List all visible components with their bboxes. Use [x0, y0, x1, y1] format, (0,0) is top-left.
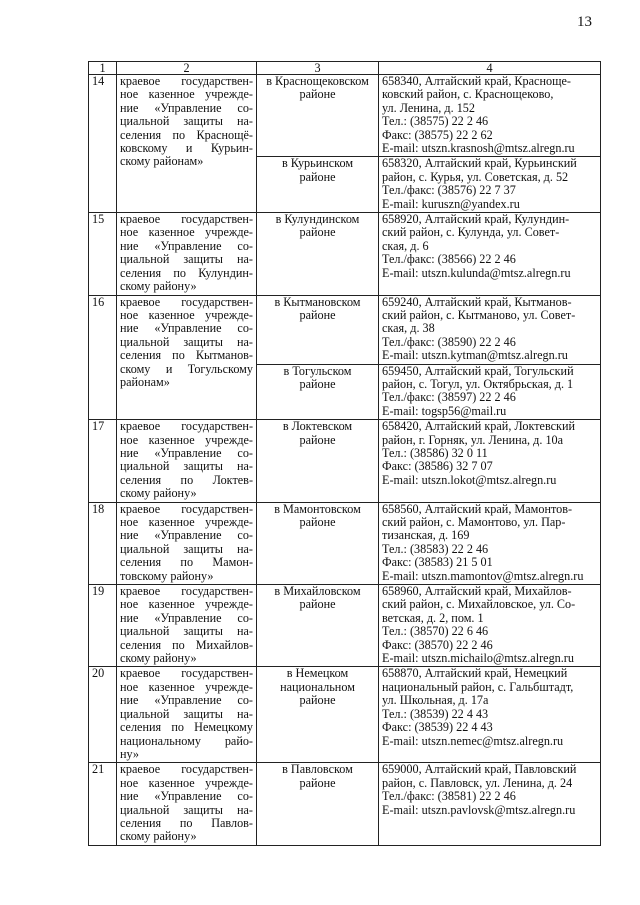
- organization-name-line: краевое государствен-: [120, 295, 253, 309]
- district-name-line: районе: [299, 377, 336, 391]
- organization-name-line: ние «Управление со-: [120, 694, 253, 708]
- organization-name-line: ние «Управление со-: [120, 322, 253, 336]
- contact-details: [379, 420, 601, 502]
- organization-name-line: ну»: [120, 747, 140, 761]
- contact-details-line: Тел.: (38575) 22 2 46: [382, 115, 489, 129]
- organization-name-line: селения по Немецкому: [120, 721, 253, 735]
- table-row: [89, 420, 601, 502]
- contact-details-line: E-mail: utszn.lokot@mtsz.alregn.ru: [382, 473, 557, 487]
- district-name: [257, 75, 379, 157]
- contact-details-line: Тел./факс: (38566) 22 2 46: [382, 253, 516, 267]
- organization-name-line: скому району»: [120, 652, 197, 666]
- organization-name-line: краевое государствен-: [120, 502, 253, 516]
- header-col-2: 2: [117, 62, 257, 75]
- contact-details-line: ковский район, с. Краснощеково,: [382, 88, 554, 102]
- contact-details-line: Тел.: (38570) 22 6 46: [382, 625, 489, 639]
- organization-name-line: краевое государствен-: [120, 585, 253, 599]
- contact-details-line: 659240, Алтайский край, Кытманов-: [382, 295, 572, 309]
- table-row: [89, 502, 601, 584]
- contact-details: [379, 585, 601, 667]
- table-body: [89, 75, 601, 846]
- organization-name-line: селения по Кулундин-: [120, 266, 253, 280]
- organization-name-line: ное казенное учрежде-: [120, 776, 253, 790]
- organization-name-line: ние «Управление со-: [120, 446, 253, 460]
- organization-name: [117, 502, 257, 584]
- contact-details-line: район, г. Горняк, ул. Ленина, д. 10а: [382, 433, 564, 447]
- contact-details-line: Факс: (38586) 32 7 07: [382, 460, 493, 474]
- contact-details-line: Тел.: (38586) 32 0 11: [382, 446, 488, 460]
- organization-name-line: ное казенное учрежде-: [120, 308, 253, 322]
- organization-name-line: циальной защиты на-: [120, 115, 253, 129]
- organization-name-line: скому району»: [120, 487, 197, 501]
- organization-name-line: ние «Управление со-: [120, 529, 253, 543]
- contact-details: [379, 295, 601, 364]
- contact-details-line: E-mail: kuruszn@yandex.ru: [382, 197, 520, 211]
- contact-details-line: E-mail: utszn.krasnosh@mtsz.alregn.ru: [382, 142, 575, 156]
- district-name-line: районе: [299, 694, 336, 708]
- organization-name-line: скому и Тогульскому: [120, 362, 253, 376]
- district-name-line: районе: [299, 226, 336, 240]
- organization-name-line: циальной защиты на-: [120, 335, 253, 349]
- contact-details-line: ский район, с. Мамонтово, ул. Пар-: [382, 516, 566, 529]
- district-name: [257, 585, 379, 667]
- organization-name-line: циальной защиты на-: [120, 460, 253, 474]
- contact-details-line: ветская, д. 2, пом. 1: [382, 611, 484, 625]
- district-name: [257, 420, 379, 502]
- organization-name-line: ное казенное учрежде-: [120, 226, 253, 240]
- district-name-line: в Павловском: [282, 763, 353, 777]
- row-number: 14: [89, 75, 117, 213]
- contact-details-line: Тел.: (38583) 22 2 46: [382, 542, 489, 556]
- contact-details: [379, 763, 601, 845]
- contact-details-line: Тел./факс: (38590) 22 2 46: [382, 335, 516, 349]
- organization-name-line: селения по Павлов-: [120, 816, 253, 830]
- district-name: [257, 295, 379, 364]
- table-row: [89, 667, 601, 763]
- district-name-line: районе: [299, 776, 336, 790]
- contact-details-line: Факс: (38583) 21 5 01: [382, 556, 493, 570]
- district-name-line: в Локтевском: [282, 420, 353, 434]
- contact-details: [379, 364, 601, 420]
- district-name: [257, 763, 379, 845]
- contact-details-line: E-mail: utszn.pavlovsk@mtsz.alregn.ru: [382, 803, 576, 817]
- district-name: [257, 157, 379, 213]
- organization-name: [117, 295, 257, 420]
- contact-details-line: Тел./факс: (38581) 22 2 46: [382, 790, 516, 804]
- organization-name-line: ние «Управление со-: [120, 101, 253, 115]
- organization-name-line: скому району»: [120, 830, 197, 844]
- district-name: [257, 502, 379, 584]
- contact-details-line: район, с. Тогул, ул. Октябрьская, д. 1: [382, 377, 574, 391]
- district-name-line: в Кытмановском: [274, 295, 361, 309]
- institutions-table: [88, 61, 601, 846]
- contact-details-line: Тел.: (38539) 22 4 43: [382, 707, 489, 721]
- contact-details-line: E-mail: utszn.nemec@mtsz.alregn.ru: [382, 734, 564, 748]
- district-name-line: в Тогульском: [283, 364, 352, 378]
- organization-name-line: краевое государствен-: [120, 667, 253, 681]
- district-name-line: национальном: [280, 680, 355, 694]
- district-name-line: районе: [299, 88, 336, 102]
- organization-name-line: скому району»: [120, 280, 197, 294]
- organization-name-line: ние «Управление со-: [120, 611, 253, 625]
- contact-details-line: 658870, Алтайский край, Немецкий: [382, 667, 568, 681]
- organization-name-line: селения по Краснощё-: [120, 128, 253, 142]
- organization-name-line: циальной защиты на-: [120, 803, 253, 817]
- table-row: [89, 213, 601, 295]
- organization-name: [117, 75, 257, 213]
- organization-name: [117, 763, 257, 845]
- organization-name-line: товскому району»: [120, 569, 214, 583]
- organization-name-line: национальному райо-: [120, 734, 253, 748]
- contact-details-line: 659450, Алтайский край, Тогульский: [382, 364, 574, 378]
- organization-name-line: селения по Кытманов-: [120, 349, 253, 363]
- contact-details: [379, 667, 601, 763]
- contact-details: [379, 502, 601, 584]
- header-col-3: 3: [257, 62, 379, 75]
- header-row: [89, 62, 601, 75]
- organization-name-line: циальной защиты на-: [120, 253, 253, 267]
- contact-details-line: 658920, Алтайский край, Кулундин-: [382, 213, 570, 227]
- organization-name-line: краевое государствен-: [120, 420, 253, 434]
- organization-name-line: районам»: [120, 375, 170, 389]
- district-name-line: районе: [299, 170, 336, 184]
- contact-details-line: ская, д. 6: [382, 239, 429, 253]
- row-number: 19: [89, 585, 117, 667]
- organization-name-line: циальной защиты на-: [120, 542, 253, 556]
- district-name-line: районе: [299, 516, 336, 529]
- district-name-line: в Мамонтовском: [274, 502, 361, 516]
- district-name: [257, 364, 379, 420]
- organization-name-line: краевое государствен-: [120, 75, 253, 88]
- contact-details-line: 658960, Алтайский край, Михайлов-: [382, 585, 572, 599]
- row-number: 21: [89, 763, 117, 845]
- contact-details-line: E-mail: utszn.mamontov@mtsz.alregn.ru: [382, 569, 584, 583]
- district-name-line: в Немецком: [286, 667, 349, 681]
- district-name-line: в Курьинском: [281, 157, 354, 171]
- district-name-line: в Краснощековском: [266, 75, 369, 88]
- row-number: 20: [89, 667, 117, 763]
- organization-name-line: ковскому и Курьин-: [120, 142, 253, 156]
- header-col-4: 4: [379, 62, 601, 75]
- table-row: [89, 75, 601, 157]
- organization-name: [117, 585, 257, 667]
- contact-details: [379, 75, 601, 157]
- contact-details-line: 658340, Алтайский край, Красноще-: [382, 75, 571, 88]
- table-row: [89, 585, 601, 667]
- organization-name-line: краевое государствен-: [120, 763, 253, 777]
- organization-name-line: ние «Управление со-: [120, 790, 253, 804]
- organization-name-line: циальной защиты на-: [120, 625, 253, 639]
- page-number: 13: [577, 14, 592, 30]
- organization-name-line: краевое государствен-: [120, 213, 253, 227]
- table-row: [89, 763, 601, 845]
- district-name: [257, 667, 379, 763]
- organization-name-line: ное казенное учрежде-: [120, 598, 253, 612]
- contact-details-line: район, с. Павловск, ул. Ленина, д. 24: [382, 776, 573, 790]
- organization-name-line: ное казенное учрежде-: [120, 433, 253, 447]
- contact-details: [379, 157, 601, 213]
- contact-details-line: ский район, с. Михайловское, ул. Со-: [382, 598, 576, 612]
- organization-name-line: ное казенное учрежде-: [120, 88, 253, 102]
- contact-details-line: ский район, с. Кулунда, ул. Совет-: [382, 226, 560, 240]
- contact-details-line: E-mail: utszn.kytman@mtsz.alregn.ru: [382, 349, 568, 363]
- contact-details-line: район, с. Курья, ул. Советская, д. 52: [382, 170, 569, 184]
- contact-details-line: Факс: (38575) 22 2 62: [382, 128, 493, 142]
- organization-name-line: ное казенное учрежде-: [120, 516, 253, 529]
- contact-details-line: национальный район, с. Гальбштадт,: [382, 680, 574, 694]
- contact-details-line: E-mail: togsp56@mail.ru: [382, 404, 507, 418]
- contact-details-line: ская, д. 38: [382, 322, 435, 336]
- organization-name-line: селения по Михайлов-: [120, 638, 253, 652]
- table-row: [89, 295, 601, 364]
- contact-details-line: Тел./факс: (38576) 22 7 37: [382, 184, 516, 198]
- contact-details-line: Факс: (38539) 22 4 43: [382, 721, 493, 735]
- contact-details-line: E-mail: utszn.kulunda@mtsz.alregn.ru: [382, 266, 571, 280]
- contact-details-line: ул. Ленина, д. 152: [382, 101, 475, 115]
- contact-details: [379, 213, 601, 295]
- organization-name-line: ное казенное учрежде-: [120, 680, 253, 694]
- organization-name-line: циальной защиты на-: [120, 707, 253, 721]
- row-number: 16: [89, 295, 117, 420]
- district-name-line: в Михайловском: [274, 585, 361, 599]
- contact-details-line: 658320, Алтайский край, Курьинский: [382, 157, 577, 171]
- contact-details-line: Факс: (38570) 22 2 46: [382, 638, 493, 652]
- organization-name: [117, 420, 257, 502]
- organization-name-line: селения по Локтев-: [120, 473, 253, 487]
- row-number: 18: [89, 502, 117, 584]
- row-number: 17: [89, 420, 117, 502]
- header-col-1: 1: [89, 62, 117, 75]
- district-name-line: районе: [299, 598, 336, 612]
- organization-name-line: ние «Управление со-: [120, 239, 253, 253]
- contact-details-line: 659000, Алтайский край, Павловский: [382, 763, 577, 777]
- row-number: 15: [89, 213, 117, 295]
- contact-details-line: 658560, Алтайский край, Мамонтов-: [382, 502, 573, 516]
- contact-details-line: тизанская, д. 169: [382, 529, 470, 543]
- contact-details-line: ский район, с. Кытманово, ул. Совет-: [382, 308, 576, 322]
- contact-details-line: ул. Школьная, д. 17а: [382, 694, 489, 708]
- contact-details-line: E-mail: utszn.michailo@mtsz.alregn.ru: [382, 652, 574, 666]
- organization-name-line: скому районам»: [120, 155, 204, 169]
- contact-details-line: 658420, Алтайский край, Локтевский: [382, 420, 576, 434]
- district-name: [257, 213, 379, 295]
- contact-details-line: Тел./факс: (38597) 22 2 46: [382, 391, 516, 405]
- district-name-line: в Кулундинском: [275, 213, 360, 227]
- organization-name: [117, 213, 257, 295]
- district-name-line: районе: [299, 433, 336, 447]
- organization-name: [117, 667, 257, 763]
- district-name-line: районе: [299, 308, 336, 322]
- organization-name-line: селения по Мамон-: [120, 556, 253, 570]
